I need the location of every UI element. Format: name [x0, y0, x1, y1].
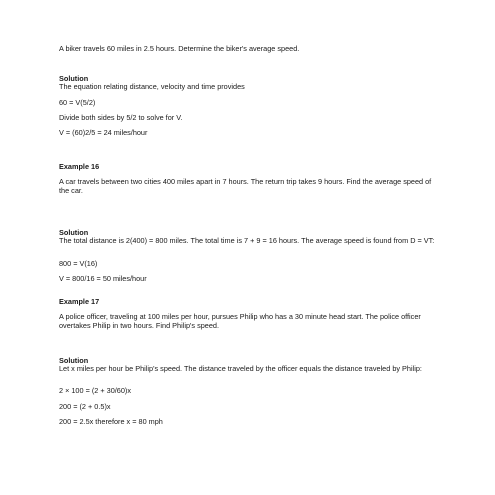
solution-3-line-2: 2 × 100 = (2 + 30/60)x — [59, 386, 132, 395]
example-17-heading: Example 17 — [59, 297, 100, 306]
example-16-problem: A car travels between two cities 400 miles apart in 7 hours. The return trip takes 9 hours. Find the average speed of the car. — [59, 177, 432, 195]
solution-2-line-2: 800 = V(16) — [59, 259, 98, 268]
solution-2-heading: Solution — [59, 228, 89, 237]
example-16-heading: Example 16 — [59, 162, 100, 171]
solution-1-line-2: 60 = V(5/2) — [59, 98, 96, 107]
solution-1-line-1: The equation relating distance, velocity and time provides — [59, 82, 245, 91]
problem-intro: A biker travels 60 miles in 2.5 hours. Determine the biker's average speed. — [59, 44, 300, 53]
solution-1-line-4: V = (60)2/5 = 24 miles/hour — [59, 128, 148, 137]
solution-3-line-3: 200 = (2 + 0.5)x — [59, 402, 111, 411]
solution-1-heading: Solution — [59, 74, 89, 83]
solution-1-line-3: Divide both sides by 5/2 to solve for V. — [59, 113, 183, 122]
solution-3-line-4: 200 = 2.5x therefore x = 80 mph — [59, 417, 163, 426]
solution-2-line-1: The total distance is 2(400) = 800 miles. The total time is 7 + 9 = 16 hours. The average speed is found from D = VT: — [59, 236, 435, 245]
solution-3-line-1: Let x miles per hour be Philip's speed. The distance traveled by the officer equals the distance traveled by Philip: — [59, 364, 422, 373]
solution-2-line-3: V = 800/16 = 50 miles/hour — [59, 274, 147, 283]
solution-3-heading: Solution — [59, 356, 89, 365]
example-17-problem: A police officer, traveling at 100 miles per hour, pursues Philip who has a 30 minute head start. The police officer overtakes Philip in two hours. Find Philip's speed. — [59, 312, 421, 330]
